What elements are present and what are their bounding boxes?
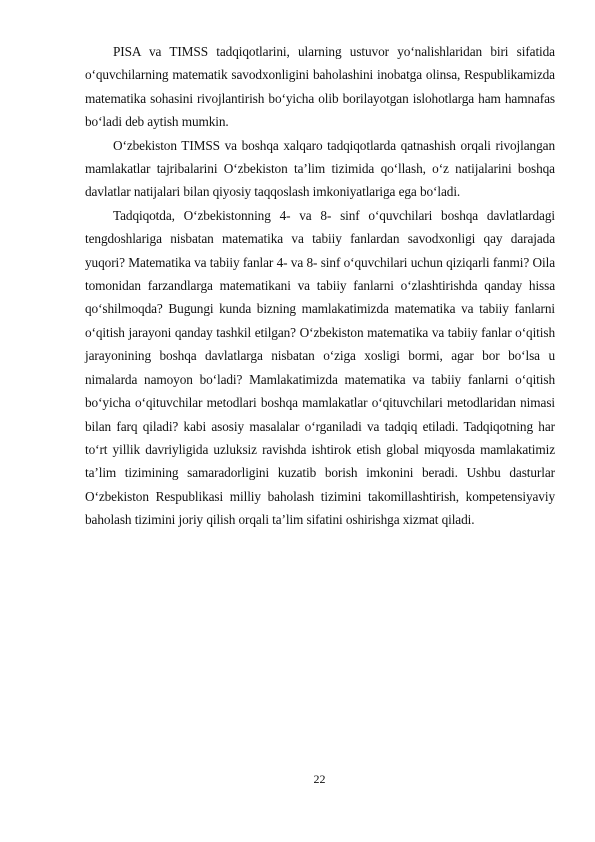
page-number: 22 xyxy=(313,772,326,786)
paragraph-uzbekistan-participation: O‘zbekiston TIMSS va boshqa xalqaro tadqiqotlarda qatnashish orqali rivojlangan mamlakatlar tajribalarini O‘zbekiston ta’lim tizimida qo‘llash, o‘z natijalarini boshqa davlatlar natijalari bilan qiyosiy taqqoslash imkoniyatlariga ega bo‘ladi. xyxy=(85,137,555,200)
paragraph-pisa-timss: PISA va TIMSS tadqiqotlarini, ularning ustuvor yo‘nalishlaridan biri sifatida o‘quvchilarning matematik savodxonligini baholashini inobatga olinsa, Respublikamizda matematika sohasini rivojlantirish bo‘yicha olib borilayotgan islohotlarga ham hamnafas bo‘ladi deb aytish mumkin. xyxy=(85,44,555,130)
paragraph-research-questions: Tadqiqotda, O‘zbekistonning 4- va 8- sinf o‘quvchilari boshqa davlatlardagi tengdoshlariga nisbatan matematika va tabiiy fanlardan savodxonligi qay darajada yuqori? Matematika va tabiiy fanlar 4- va 8- sinf o‘quvchilari uchun qiziqarli fanmi? Oila tomonidan farzandlarga matematikani va tabiiy fanlarni o‘zlashtirishda qanday hissa qo‘shilmoqda? Bugungi kunda bizning mamlakatimizda matematika va tabiiy fanlarni o‘qitish jarayoni qanday tashkil etilgan? O‘zbekiston matematika va tabiiy fanlar o‘qitish jarayonining boshqa davlatlarga nisbatan o‘ziga xosligi bormi, agar bor bo‘lsa u nimalarda namoyon bo‘ladi? Mamlakatimizda matematika va tabiiy fanlarni o‘qitish bo‘yicha o‘qituvchilar metodlari boshqa mamlakatlar o‘qituvchilari metodlaridan nimasi bilan farq qiladi? kabi asosiy masalalar o‘rganiladi va tadqiq etiladi. Tadqiqotning har to‘rt yillik davriyligida uzluksiz ravishda ishtirok etish global miqyosda mamlakatimiz ta’lim tizimining samaradorligini kuzatib borish imkonini beradi. Ushbu dasturlar O‘zbekiston Respublikasi milliy baholash tizimini takomillashtirish, kompetensiyaviy baholash tizimini joriy qilish orqali ta’lim sifatini oshirishga xizmat qiladi. xyxy=(85,207,555,528)
document-body xyxy=(85,40,555,532)
